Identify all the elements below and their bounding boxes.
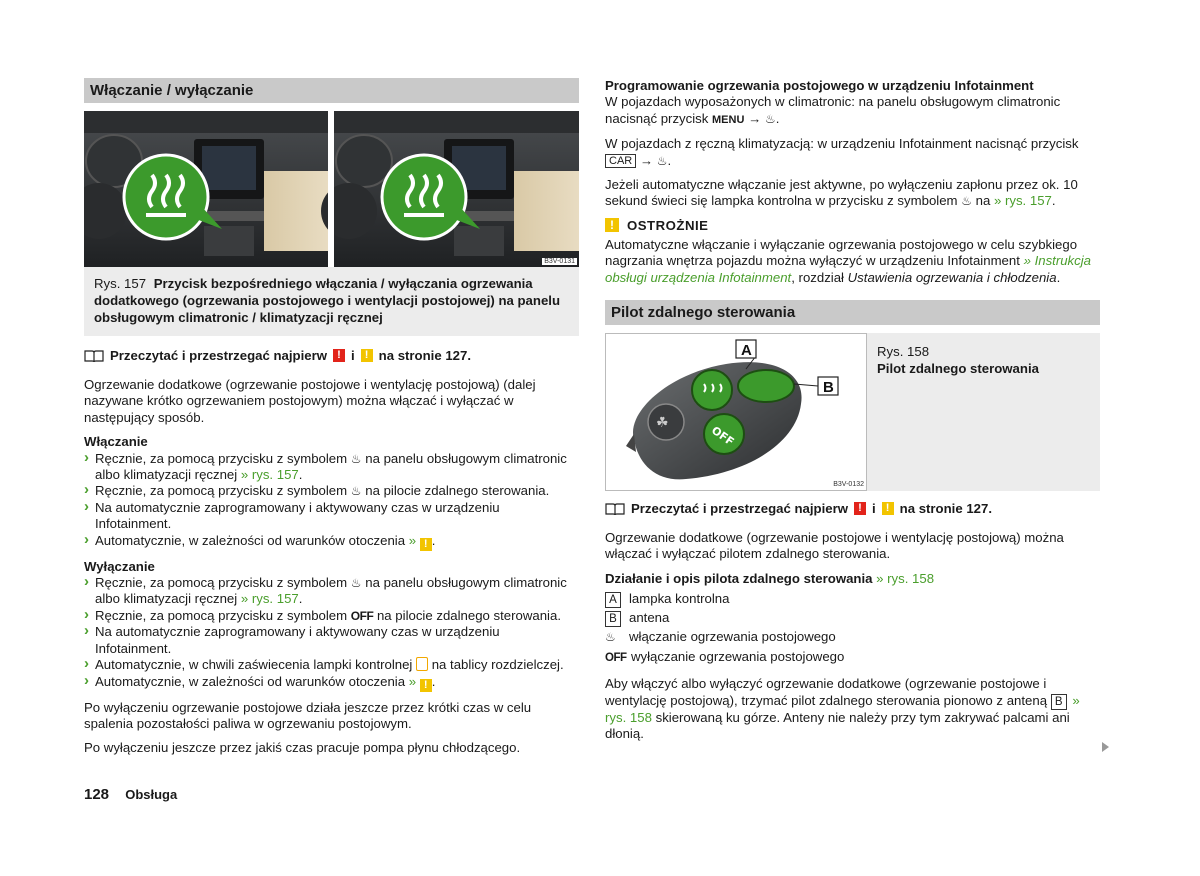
prog-paragraph-2: W pojazdach z ręczną klimatyzacją: w urządzeniu Infotainment nacisnąć przycisk CAR → ♨. xyxy=(605,136,1079,168)
caption-text: Przycisk bezpośredniego włączania / wyłączania ogrzewania dodatkowego (ogrzewania postojowego i wentylacji postojowej) na panelu obsługowym climatronic / klimatyzacji ręcznej xyxy=(94,276,560,325)
off-bullet-2: › Ręcznie, za pomocą przycisku z symbolem OFF na pilocie zdalnego sterowania. xyxy=(84,608,579,624)
page-number: 128 xyxy=(84,786,110,803)
warning-yellow-icon[interactable]: ! xyxy=(420,538,432,551)
link-rys-158[interactable]: » rys. 158 xyxy=(605,692,1080,725)
heater-warning-lamp-icon xyxy=(416,657,428,671)
legend-item-heat: ♨ włączanie ogrzewania postojowego xyxy=(605,627,1100,647)
legend-item-b: B antena xyxy=(605,608,1100,627)
figure-157-caption xyxy=(84,267,579,336)
off-title: Wyłączanie xyxy=(84,558,155,574)
antenna-key-b: B xyxy=(1051,694,1067,710)
heat-symbol-icon: ♨ xyxy=(350,451,362,466)
on-bullet-1: › Ręcznie, za pomocą przycisku z symbolem ♨ na panelu obsługowym climatronic albo klimatyzacji ręcznej » rys. 157. xyxy=(84,451,579,484)
on-bullet-3: › Na automatycznie zaprogramowany i aktywowany czas w urządzeniu Infotainment. xyxy=(84,500,579,533)
on-bullet-4: › Automatycznie, w zależności od warunków otoczenia » ! . xyxy=(84,533,579,551)
dashboard-photos xyxy=(84,111,579,267)
legend-key-a: A xyxy=(605,592,621,608)
warning-red-icon[interactable]: ! xyxy=(333,349,345,362)
photo-code-158: B3V-0132 xyxy=(833,481,864,489)
read-first-label: Przeczytać i przestrzegać najpierw xyxy=(110,348,327,363)
figure-158-number: Rys. 158 xyxy=(877,344,930,360)
caution-title: OSTROŻNIE xyxy=(627,217,709,233)
continue-arrow-icon[interactable] xyxy=(1102,742,1109,752)
remote-photo xyxy=(605,333,867,491)
intro-paragraph: Ogrzewanie dodatkowe (ogrzewanie postojowe i wentylację postojową) (dalej nazywane krótko ogrzewaniem postojowym) można włączać i wyłączać w następujący sposób. xyxy=(84,377,536,425)
desc-title-row xyxy=(605,571,1100,587)
label-b: B xyxy=(823,379,834,397)
read-and: i xyxy=(350,348,355,363)
final-paragraph: Aby włączyć albo wyłączyć ogrzewanie dodatkowe (ogrzewanie postojowe i wentylację postojową), trzymać pilot zdalnego sterowania pionowo z anteną B » rys. 158 skierowaną ku górze. Anteny nie należy przy tym zakrywać palcami ani dłonią. xyxy=(605,676,1080,742)
prog-paragraph-3: Jeżeli automatyczne włączanie jest aktywne, po wyłączeniu zapłonu przez ok. 10 sekund świeci się lampka kontrolna w przycisku z symbolem ♨ na » rys. 157. xyxy=(605,177,1078,209)
desc-title: Działanie i opis pilota zdalnego sterowania xyxy=(605,570,873,586)
heat-symbol-icon: ♨ xyxy=(605,630,616,645)
link-rys-157[interactable]: » rys. 157 xyxy=(240,467,299,483)
read-and: i xyxy=(871,501,876,517)
figure-158-title: Pilot zdalnego sterowania xyxy=(877,361,1039,377)
caution-title-row xyxy=(605,218,1100,233)
warning-yellow-icon[interactable]: ! xyxy=(882,502,894,515)
heat-symbol-icon: ♨ xyxy=(764,111,776,126)
caption-number: Rys. 157 xyxy=(94,276,147,291)
photo-code-157: B3V-0131 xyxy=(544,258,575,265)
footer-section: Obsługa xyxy=(125,787,178,802)
heat-symbol-icon: ♨ xyxy=(350,576,362,591)
figure-158 xyxy=(605,333,1100,491)
on-bullet-2: › Ręcznie, za pomocą przycisku z symbolem ♨ na pilocie zdalnego sterowania. xyxy=(84,483,579,499)
page-footer xyxy=(84,786,177,803)
read-page-ref: na stronie 127. xyxy=(378,348,471,363)
off-bullet-4: › Automatycznie, w chwili zaświecenia lampki kontrolnej na tablicy rozdzielczej. xyxy=(84,657,579,673)
link-rys-157[interactable]: » rys. 157 xyxy=(240,591,299,607)
right-column xyxy=(605,78,1100,743)
legend-item-a: A lampka kontrolna xyxy=(605,589,1100,608)
heat-symbol-icon: ♨ xyxy=(656,153,668,168)
remote-intro: Ogrzewanie dodatkowe (ogrzewanie postojowe i wentylację postojową) można włączać i wyłączać pilotem zdalnego sterowania. xyxy=(605,530,1064,562)
link-arrow[interactable]: » xyxy=(408,673,417,689)
section-heading-on-off: Włączanie / wyłączanie xyxy=(84,78,579,103)
off-bullet-1: › Ręcznie, za pomocą przycisku z symbolem ♨ na panelu obsługowym climatronic albo klimatyzacji ręcznej » rys. 157. xyxy=(84,575,579,608)
read-page-ref: na stronie 127. xyxy=(899,501,992,517)
section-heading-remote: Pilot zdalnego sterowania xyxy=(605,300,1100,325)
after-paragraph-1: Po wyłączeniu ogrzewanie postojowe działa jeszcze przez krótki czas w celu spalenia pozostałości paliwa w ogrzewaniu postojowym. xyxy=(84,699,532,731)
legend-key-b: B xyxy=(605,611,621,627)
legend-key-off: OFF xyxy=(605,652,627,665)
caution-icon: ! xyxy=(605,218,619,232)
caution-text: Automatyczne włączanie i wyłączanie ogrzewania postojowego w celu szybkiego nagrzania wnętrza pojazdu można wyłączyć w urządzeniu Infotainment » Instrukcja obsługi urządzenia Infotainment, rozdział Ustawienia ogrzewania i chłodzenia. xyxy=(605,236,1092,285)
after-paragraph-2: Po wyłączeniu jeszcze przez jakiś czas pracuje pompa płynu chłodzącego. xyxy=(84,740,521,756)
menu-key: MENU xyxy=(712,113,745,126)
legend-item-off: OFF wyłączanie ogrzewania postojowego xyxy=(605,647,1100,668)
prog-paragraph-1: W pojazdach wyposażonych w climatronic: na panelu obsługowym climatronic nacisnąć przycisk MENU → ♨. xyxy=(605,94,1061,126)
figure-158-caption xyxy=(877,343,1092,377)
link-rys-157[interactable]: » rys. 157 xyxy=(993,193,1052,209)
remote-off-label: OFF xyxy=(709,423,737,449)
warning-yellow-icon[interactable]: ! xyxy=(420,679,432,692)
heat-symbol-icon: ♨ xyxy=(961,194,972,209)
read-first-row xyxy=(84,348,579,363)
off-bullet-5: › Automatycznie, w zależności od warunków otoczenia » ! . xyxy=(84,674,579,692)
read-first-label: Przeczytać i przestrzegać najpierw xyxy=(631,501,848,517)
prog-title: Programowanie ogrzewania postojowego w urządzeniu Infotainment xyxy=(605,78,1034,93)
warning-red-icon[interactable]: ! xyxy=(854,502,866,515)
on-title: Włączanie xyxy=(84,434,148,450)
off-bullet-3: › Na automatycznie zaprogramowany i aktywowany czas w urządzeniu Infotainment. xyxy=(84,624,579,657)
book-icon xyxy=(605,502,625,516)
link-arrow[interactable]: » xyxy=(408,532,417,548)
link-infotainment-manual[interactable]: » Instrukcja obsługi urządzenia Infotainment xyxy=(605,253,1092,285)
svg-text:☘: ☘ xyxy=(656,415,669,432)
legend-list xyxy=(605,589,1100,668)
figure-157-photo xyxy=(84,111,579,267)
off-symbol: OFF xyxy=(350,608,374,623)
car-key: CAR xyxy=(605,154,636,168)
link-rys-158[interactable]: » rys. 158 xyxy=(876,570,935,586)
remote-control-illustration xyxy=(606,334,866,490)
chapter-name: Ustawienia ogrzewania i chłodzenia xyxy=(847,269,1057,285)
book-icon xyxy=(84,349,104,363)
left-column xyxy=(84,78,579,757)
read-first-row-2 xyxy=(605,501,1100,516)
warning-yellow-icon[interactable]: ! xyxy=(361,349,373,362)
heat-symbol-icon: ♨ xyxy=(350,484,362,499)
label-a: A xyxy=(741,342,752,360)
